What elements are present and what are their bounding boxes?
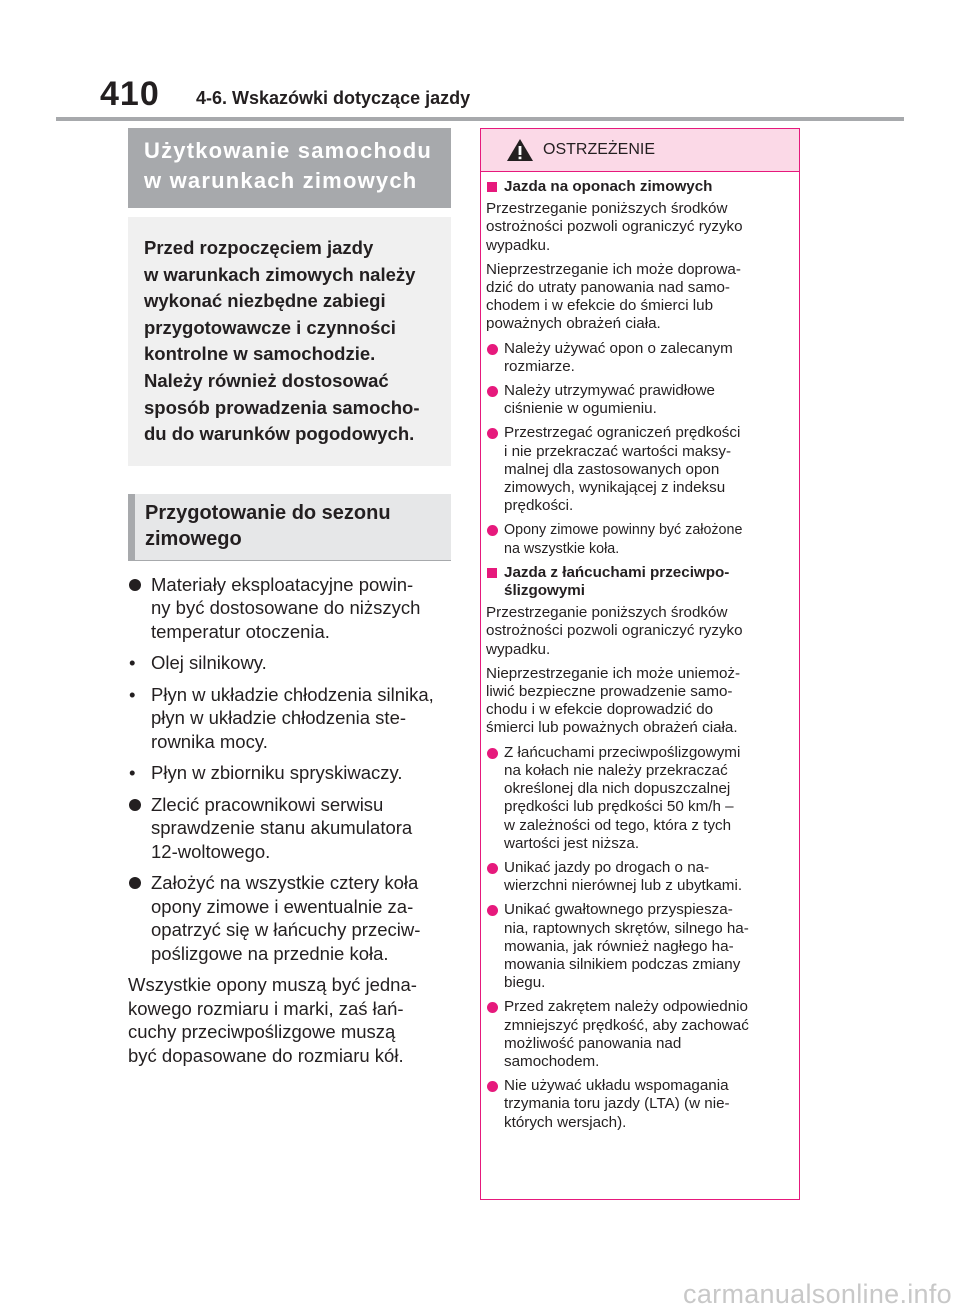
text-line: Założyć na wszystkie cztery koła — [151, 872, 419, 894]
warning-list-item — [486, 521, 796, 557]
text-line: mowania, jak również nagłego ha- — [504, 937, 734, 955]
warning-list-item — [486, 859, 796, 895]
list-item-text — [151, 793, 451, 864]
intro-box — [128, 217, 451, 466]
text-line: Należy utrzymywać prawidłowe — [504, 382, 716, 400]
text-line: Przestrzegać ograniczeń prędkości — [504, 424, 741, 442]
text-line: wykonać niezbędne zabiegi — [144, 290, 386, 312]
dot-marker-icon: • — [129, 762, 136, 784]
text-line: Nieprzestrzeganie ich może uniemoż- — [486, 664, 741, 682]
text-line: zmniejszyć prędkość, aby zachować — [504, 1016, 749, 1034]
chapter-title — [128, 128, 451, 208]
text-line: Unikać gwałtownego przyspiesza- — [504, 901, 733, 919]
warning-list-item-text — [504, 1077, 796, 1132]
text-line: prędkości. — [504, 497, 574, 515]
text-line: Płyn w układzie chłodzenia silnika, — [151, 683, 434, 705]
text-line: malnej dla zastosowanych opon — [504, 460, 720, 478]
text-line: cuchy przeciwpoślizgowe muszą — [128, 1021, 396, 1043]
text-line: Jazda z łańcuchami przeciwpo- — [504, 563, 730, 581]
text-line: kontrolne w samochodzie. — [144, 343, 376, 365]
warning-title: OSTRZEŻENIE — [543, 141, 656, 158]
list-item — [128, 871, 451, 965]
text-line: temperatur otoczenia. — [151, 620, 330, 642]
warning-list-item — [486, 744, 796, 853]
text-line: prędkości lub prędkości 50 km/h – — [504, 798, 734, 816]
bullet-icon — [487, 525, 498, 536]
text-line: sposób prowadzenia samocho- — [144, 396, 420, 418]
warning-paragraph — [486, 261, 796, 334]
warning-list-item-text — [504, 859, 796, 895]
warning-list-item — [486, 424, 796, 515]
square-marker-icon — [487, 182, 497, 192]
text-line: Należy również dostosować — [144, 369, 389, 391]
text-line: Unikać jazdy po drogach o na- — [504, 858, 710, 876]
text-line: i nie przekraczać wartości maksy- — [504, 442, 732, 460]
list-item — [128, 793, 451, 864]
text-line: ostrożności pozwoli ograniczyć ryzyko — [486, 218, 743, 236]
text-line: du do warunków pogodowych. — [144, 423, 415, 445]
text-line: Przed zakrętem należy odpowiednio — [504, 998, 748, 1016]
warning-subheading-text: Jazda na oponach zimowych — [504, 178, 713, 195]
text-line: 12-woltowego. — [151, 840, 271, 862]
subsection-title — [128, 494, 451, 561]
left-body — [128, 573, 451, 1068]
text-line: chodu i w efekcie doprowadzić do — [486, 701, 714, 719]
warning-list-item-text — [504, 744, 796, 853]
warning-box — [480, 128, 800, 1200]
warning-list-item — [486, 1077, 796, 1132]
text-line: płyn w układzie chłodzenia ste- — [151, 707, 407, 729]
warning-subheading-text — [504, 564, 796, 600]
list-item — [128, 573, 451, 644]
section-title: 4-6. Wskazówki dotyczące jazdy — [196, 88, 471, 108]
bullet-icon — [487, 344, 498, 355]
warning-paragraph — [486, 200, 796, 255]
warning-list-item-text — [504, 340, 796, 376]
dot-marker-icon: • — [129, 683, 136, 705]
warning-list-item-text — [504, 521, 796, 557]
warning-list-item — [486, 340, 796, 376]
text-line: opony zimowe i ewentualnie za- — [151, 895, 414, 917]
text-line: opatrzyć się w łańcuchy przeciw- — [151, 919, 421, 941]
text-line: wypadku. — [486, 640, 551, 658]
text-line: przygotowawcze i czynności — [144, 316, 396, 338]
text-line: trzymania toru jazdy (LTA) (w nie- — [504, 1095, 730, 1113]
text-line: określonej dla nich dopuszczalnej — [504, 780, 731, 798]
text-line: rownika mocy. — [151, 730, 268, 752]
text-line: na wszystkie koła. — [504, 540, 620, 557]
text-line: dzić do utraty panowania nad samo- — [486, 279, 730, 297]
text-line: poważnych obrażeń ciała. — [486, 315, 661, 333]
warning-list-item — [486, 901, 796, 992]
sub-list-item-text: Olej silnikowy. — [151, 652, 267, 674]
warning-header — [481, 129, 799, 172]
text-line: Materiały eksploatacyjne powin- — [151, 573, 414, 595]
bullet-icon — [129, 579, 141, 591]
text-line: kowego rozmiaru i marki, zaś łań- — [128, 997, 404, 1019]
text-line: poślizgowe na przednie koła. — [151, 942, 389, 964]
text-line: w zależności od tego, która z tych — [504, 816, 732, 834]
watermark: carmanualsonline.info — [683, 1279, 952, 1309]
text-line: Z łańcuchami przeciwpoślizgowymi — [504, 743, 741, 761]
bullet-icon — [487, 428, 498, 439]
bullet-icon — [487, 748, 498, 759]
bullet-icon — [487, 905, 498, 916]
text-line: rozmiarze. — [504, 357, 575, 375]
text-line: liwić bezpieczne prowadzenie samo- — [486, 683, 733, 701]
body-paragraph — [128, 973, 451, 1067]
sub-list-item — [128, 761, 451, 785]
bullet-icon — [487, 386, 498, 397]
text-line: wypadku. — [486, 236, 551, 254]
warning-list-item-text — [504, 998, 796, 1071]
warning-body — [481, 172, 799, 1132]
text-line: na kołach nie należy przekraczać — [504, 761, 728, 779]
list-item-text — [151, 871, 451, 965]
text-line: ciśnienie w ogumieniu. — [504, 400, 657, 418]
bullet-icon — [487, 1002, 498, 1013]
warning-paragraph — [486, 604, 796, 659]
header-divider — [56, 117, 904, 121]
page-number: 410 — [100, 75, 160, 113]
text-line: biegu. — [504, 974, 546, 992]
text-line: ny być dostosowane do niższych — [151, 597, 421, 619]
bullet-icon — [129, 877, 141, 889]
warning-list-item-text — [504, 901, 796, 992]
text-line: zimowego — [145, 527, 242, 550]
text-line: nia, raptownych skrętów, silnego ha- — [504, 919, 749, 937]
text-line: mowania silnikiem podczas zmiany — [504, 955, 741, 973]
warning-list-item — [486, 382, 796, 418]
square-marker-icon — [487, 568, 497, 578]
text-line: Należy używać opon o zalecanym — [504, 339, 733, 357]
text-line: Zlecić pracownikowi serwisu — [151, 793, 384, 815]
text-line: Opony zimowe powinny być założone — [504, 522, 743, 539]
text-line: w warunkach zimowych należy — [144, 263, 416, 285]
left-column — [128, 128, 451, 1067]
text-line: wartości jest niższa. — [504, 834, 640, 852]
text-line: chodem i w efekcie do śmierci lub — [486, 297, 714, 315]
warning-list-item — [486, 998, 796, 1071]
warning-triangle-icon — [506, 138, 534, 162]
warning-subheading — [486, 178, 796, 196]
list-item-text — [151, 573, 451, 644]
bullet-icon — [129, 799, 141, 811]
text-line: Nieprzestrzeganie ich może doprowa- — [486, 260, 741, 278]
text-line: być dopasowane do rozmiaru kół. — [128, 1044, 404, 1066]
warning-subheading — [486, 564, 796, 600]
text-line: możliwość panowania nad — [504, 1034, 682, 1052]
text-line: sprawdzenie stanu akumulatora — [151, 817, 413, 839]
text-line: których wersjach). — [504, 1113, 627, 1131]
text-line: Przygotowanie do sezonu — [145, 501, 391, 524]
sub-list-item — [128, 651, 451, 675]
text-line: Nie używać układu wspomagania — [504, 1077, 729, 1095]
text-line: Przestrzeganie poniższych środków — [486, 200, 728, 218]
warning-list-item-text — [504, 382, 796, 418]
bullet-icon — [487, 1081, 498, 1092]
warning-list-item-text — [504, 424, 796, 515]
text-line: śmierci lub poważnych obrażeń ciała. — [486, 719, 738, 737]
text-line: samochodem. — [504, 1052, 600, 1070]
text-line: ostrożności pozwoli ograniczyć ryzyko — [486, 622, 743, 640]
text-line: Użytkowanie samochodu — [144, 138, 433, 163]
text-line: ślizgowymi — [504, 582, 586, 600]
text-line: zimowych, wynikającej z indeksu — [504, 479, 726, 497]
text-line: w warunkach zimowych — [144, 168, 418, 193]
sub-list-item-text — [151, 683, 451, 754]
text-line: Wszystkie opony muszą być jedna- — [128, 974, 417, 996]
dot-marker-icon: • — [129, 652, 136, 674]
sub-list-item-text: Płyn w zbiorniku spryskiwaczy. — [151, 762, 403, 784]
text-line: wierzchni nierównej lub z ubytkami. — [504, 877, 743, 895]
bullet-icon — [487, 863, 498, 874]
warning-paragraph — [486, 665, 796, 738]
text-line: Przed rozpoczęciem jazdy — [144, 237, 374, 258]
text-line: Przestrzeganie poniższych środków — [486, 604, 728, 622]
sub-list-item — [128, 683, 451, 754]
